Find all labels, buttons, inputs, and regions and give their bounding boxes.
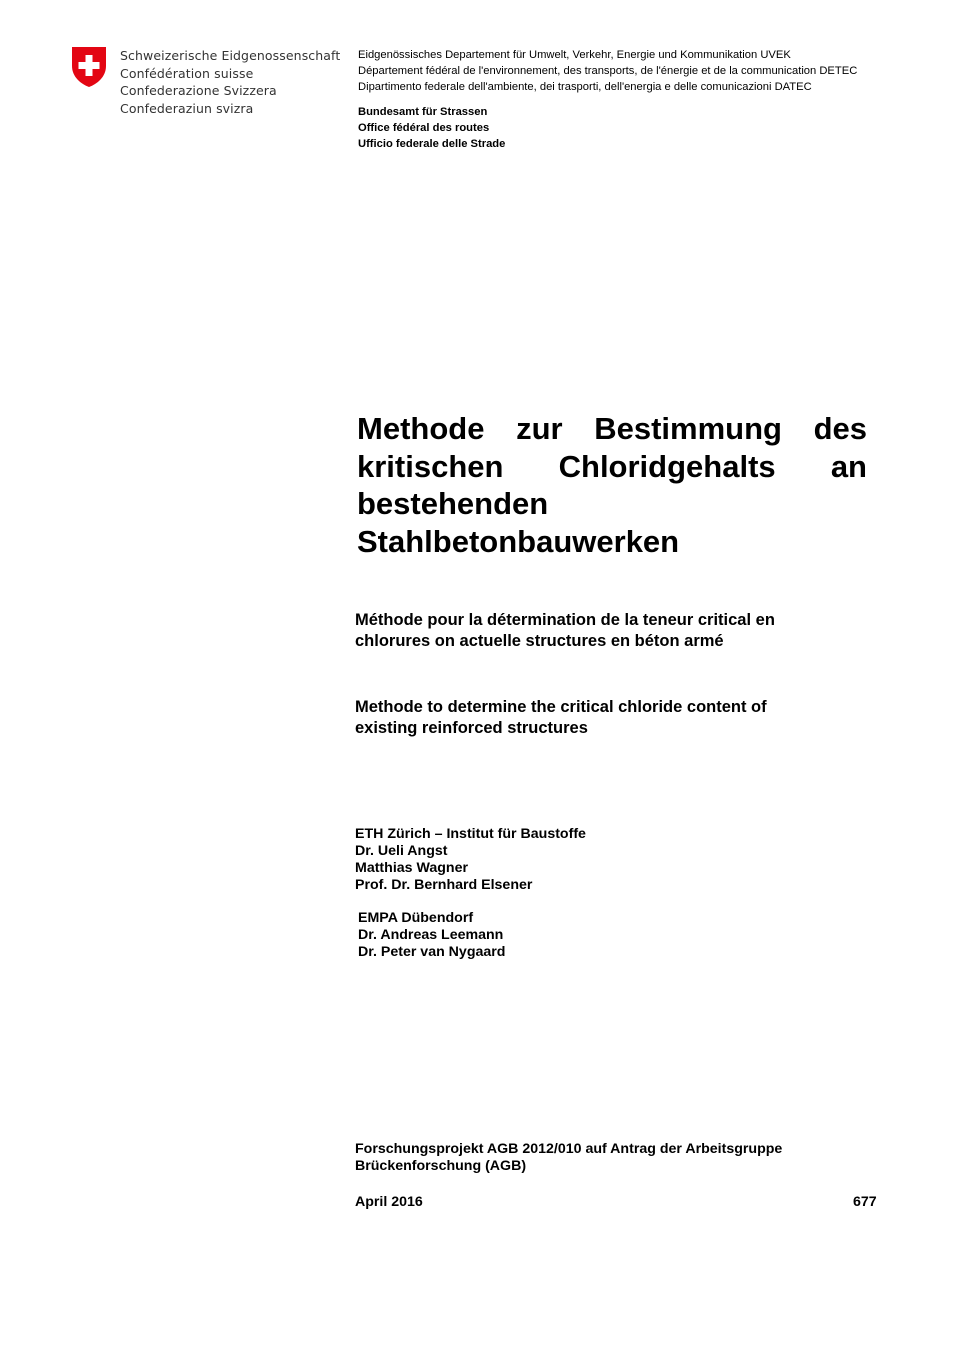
subtitle-en-line: Methode to determine the critical chloride content of xyxy=(355,698,767,716)
logo-name-de: Schweizerische Eidgenossenschaft xyxy=(120,48,341,63)
subtitle-english xyxy=(355,697,855,738)
institution-eth: ETH Zürich – Institut für Baustoffe xyxy=(355,826,586,842)
department-line-it: Dipartimento federale dell'ambiente, dei trasporti, dell'energia e delle comunicazioni DATEC xyxy=(358,81,812,93)
office-line-fr: Office fédéral des routes xyxy=(358,122,490,134)
subtitle-fr-line: chlorures on actuelle structures en béton armé xyxy=(355,631,724,650)
author-name: Dr. Ueli Angst xyxy=(355,843,448,859)
title-line: Methode zur Bestimmung des xyxy=(357,411,867,446)
author-name: Dr. Peter van Nygaard xyxy=(358,944,506,960)
title-line: Stahlbetonbauwerken xyxy=(357,523,680,559)
department-line-de: Eidgenössisches Departement für Umwelt, Verkehr, Energie und Kommunikation UVEK xyxy=(358,49,791,61)
report-title xyxy=(357,410,867,560)
logo-name-fr: Confédération suisse xyxy=(120,65,254,81)
subtitle-fr-line: Méthode pour la détermination de la teneur critical en xyxy=(355,611,775,629)
authors-empa xyxy=(358,910,505,961)
confederation-names xyxy=(120,47,340,117)
office-line-it: Ufficio federale delle Strade xyxy=(358,138,506,150)
publication-date: April 2016 xyxy=(355,1194,423,1210)
institution-empa: EMPA Dübendorf xyxy=(358,910,474,926)
project-line: Brückenforschung (AGB) xyxy=(355,1158,527,1174)
author-name: Dr. Andreas Leemann xyxy=(358,927,504,943)
logo-name-rm: Confederaziun svizra xyxy=(120,100,254,116)
authors-eth xyxy=(355,826,586,894)
department-line-fr: Département fédéral de l'environnement, des transports, de l'énergie et de la communication DETEC xyxy=(358,65,858,77)
subtitle-en-line: existing reinforced structures xyxy=(355,718,588,737)
subtitle-french xyxy=(355,610,855,651)
report-number: 677 xyxy=(853,1194,877,1210)
author-name: Matthias Wagner xyxy=(355,860,468,876)
research-project xyxy=(355,1141,875,1175)
author-name: Prof. Dr. Bernhard Elsener xyxy=(355,877,533,893)
office-header xyxy=(358,104,505,152)
swiss-shield-icon xyxy=(71,46,107,88)
office-line-de: Bundesamt für Strassen xyxy=(358,106,488,118)
logo-name-it: Confederazione Svizzera xyxy=(120,83,277,98)
department-header xyxy=(358,47,857,95)
title-line: bestehenden xyxy=(357,486,549,521)
project-line: Forschungsprojekt AGB 2012/010 auf Antrag der Arbeitsgruppe xyxy=(355,1141,783,1157)
title-line: kritischen Chloridgehalts an xyxy=(357,448,867,484)
